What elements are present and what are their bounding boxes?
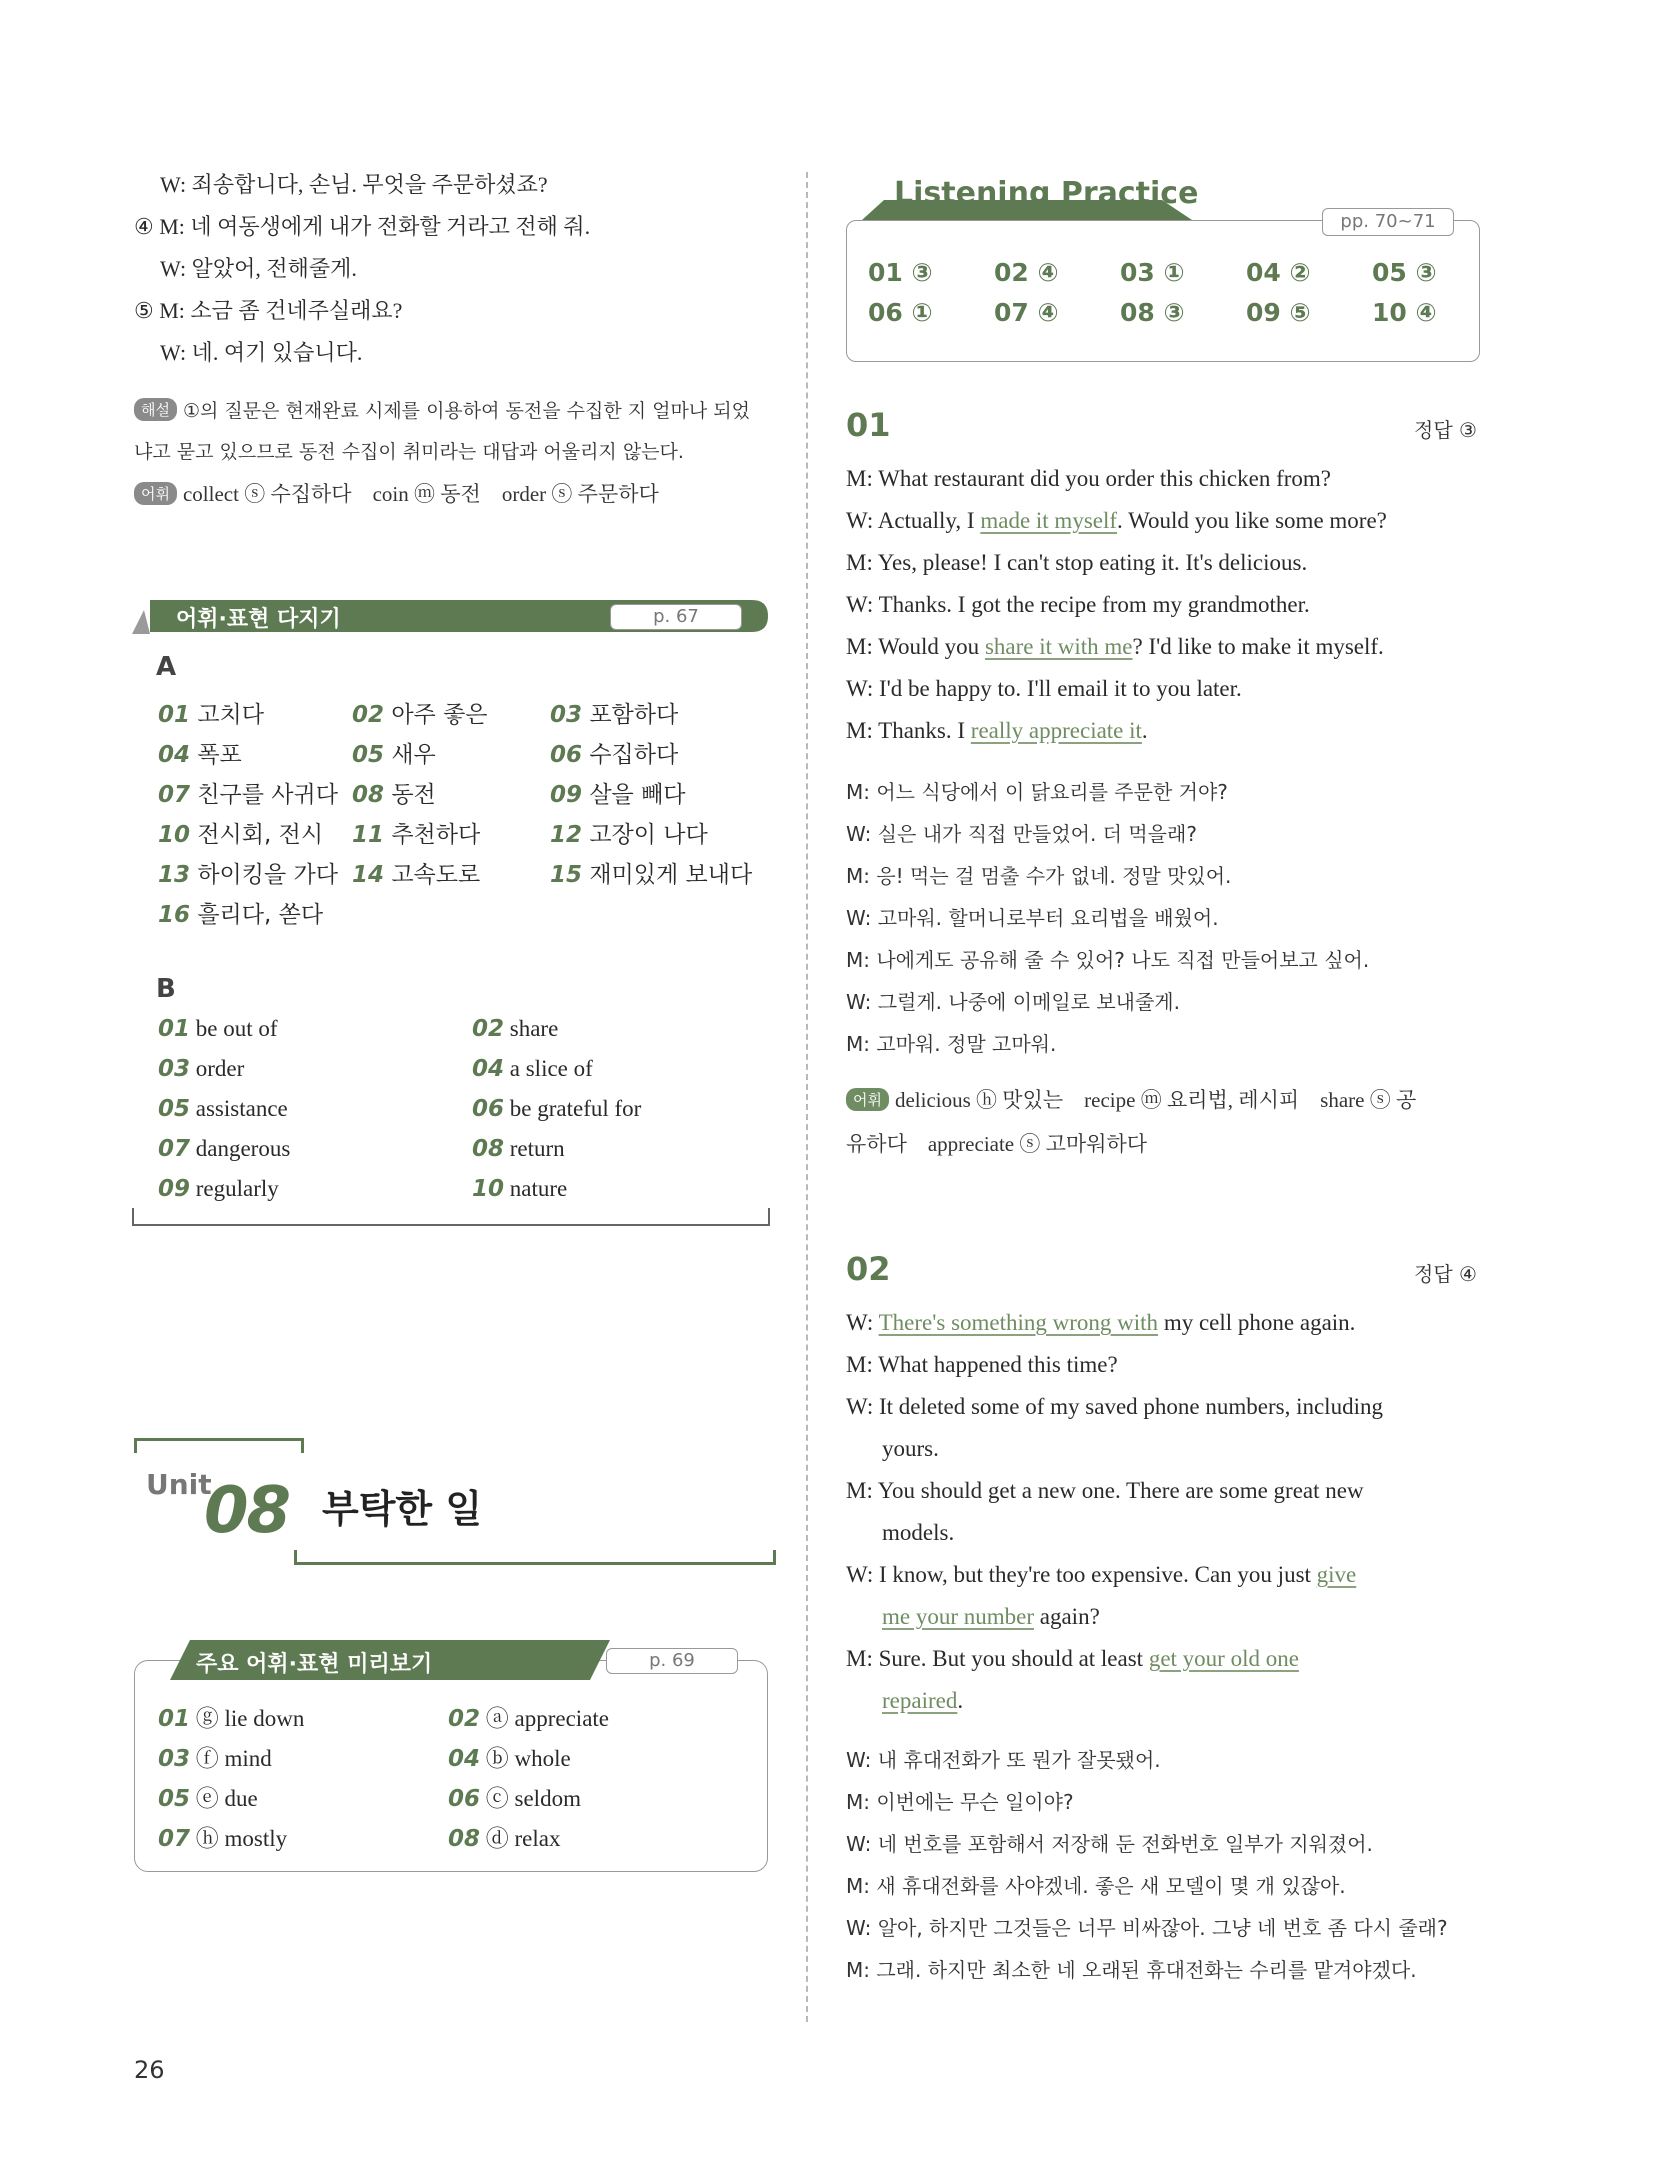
translation-line: M: 새 휴대전화를 사야겠네. 좋은 새 모델이 몇 개 있잖아. — [846, 1874, 1346, 1898]
preview-title: 주요 어휘·표현 미리보기 — [196, 1652, 433, 1677]
dialog-line: W: Thanks. I got the recipe from my grandmother. — [846, 592, 1310, 617]
grid-item: 친구를 사귀다 — [197, 782, 338, 808]
unit-number: 08 — [204, 1474, 290, 1548]
question-number: 02 — [846, 1250, 891, 1288]
preview-section: 주요 어휘·표현 미리보기 p. 69 01 ⓖ lie down 02 ⓐ appreciate 03 ⓕ mind 04 ⓑ whole 05 ⓔ due 06 ⓒ seldom 07 ⓗ mostly 08 ⓓ relax — [134, 1640, 770, 1872]
translation-line: W: 네 번호를 포함해서 저장해 둔 전화번호 일부가 지워졌어. — [846, 1832, 1373, 1856]
answer-item: 07 ④ — [994, 298, 1059, 327]
dialog-line: W: There's something wrong with my cell phone again. — [846, 1310, 1356, 1335]
translation-line: M: 고마워. 정말 고마워. — [846, 1032, 1057, 1056]
translation-line: M: 이번에는 무슨 일이야? — [846, 1790, 1074, 1814]
answer-item: 08 ③ — [1120, 298, 1185, 327]
grid-item: 동전 — [391, 782, 436, 808]
explain-text: ①의 질문은 현재완료 시제를 이용하여 동전을 수집한 지 얼마나 되었 — [182, 400, 750, 422]
column-divider — [806, 172, 808, 2022]
unit-word: Unit — [146, 1468, 212, 1501]
grid-item: 고치다 — [197, 702, 264, 728]
grid-item: order — [195, 1056, 245, 1081]
dialog-line: yours. — [882, 1436, 939, 1461]
dialog-line: W: I know, but they're too expensive. Can you just give — [846, 1562, 1357, 1587]
translation-line: M: 나에게도 공유해 줄 수 있어? 나도 직접 만들어보고 싶어. — [846, 948, 1370, 972]
dialog-line: M: Sure. But you should at least get your old one — [846, 1646, 1299, 1671]
page-ref: p. 69 — [606, 1648, 738, 1674]
listening-title: Listening Practice — [894, 176, 1199, 211]
grid-item: 수집하다 — [589, 742, 679, 768]
grid-item: be grateful for — [509, 1096, 642, 1121]
dialog-line: M: What happened this time? — [846, 1352, 1118, 1377]
grid-item: ⓖ lie down — [195, 1706, 305, 1731]
translation-line: M: 응! 먹는 걸 멈출 수가 없네. 정말 맛있어. — [846, 864, 1232, 888]
page-number: 26 — [134, 2056, 165, 2084]
grid-item: 고속도로 — [391, 862, 481, 888]
dialog-line: W: I'd be happy to. I'll email it to you later. — [846, 676, 1242, 701]
unit-title: 부탁한 일 — [322, 1487, 483, 1531]
explain-text: 냐고 묻고 있으므로 동전 수집이 취미라는 대답과 어울리지 않는다. — [134, 441, 684, 463]
grid-item: 살을 빼다 — [589, 782, 686, 808]
grid-item: ⓒ seldom — [485, 1786, 581, 1811]
grid-item: share — [509, 1016, 559, 1041]
q01-vocab — [846, 1084, 1416, 1158]
answer-box — [846, 220, 1480, 362]
grid-item: ⓑ whole — [485, 1746, 571, 1771]
grid-item: assistance — [195, 1096, 288, 1121]
page-ref: pp. 70~71 — [1322, 208, 1454, 236]
unit-bracket-bottom — [294, 1550, 776, 1565]
part-b-label: B — [156, 974, 176, 1004]
answer-item: 05 ③ — [1372, 258, 1437, 287]
grid-item: regularly — [195, 1176, 279, 1201]
grid-item: ⓔ due — [195, 1786, 258, 1811]
grid-item: 흘리다, 쏟다 — [197, 902, 324, 928]
dialog-line: W: Actually, I made it myself. Would you like some more? — [846, 508, 1387, 533]
grid-item: a slice of — [509, 1056, 593, 1081]
answer-item: 04 ② — [1246, 258, 1311, 287]
vocab-tag: 어휘 — [134, 482, 177, 505]
answer-label: 정답 ④ — [1414, 1262, 1477, 1286]
grid-item: 추천하다 — [391, 822, 481, 848]
vocab-text: collect ⓢ 수집하다 coin ⓜ 동전 order ⓢ 주문하다 — [182, 482, 659, 506]
section-bracket — [132, 1208, 770, 1226]
explanation — [134, 396, 750, 508]
translation-line: M: 그래. 하지만 최소한 네 오래된 휴대전화는 수리를 맡겨야겠다. — [846, 1958, 1417, 1982]
grid-item: 아주 좋은 — [391, 702, 488, 728]
grid-item: 포함하다 — [589, 702, 679, 728]
dialog-line: ④ M: 네 여동생에게 내가 전화할 거라고 전해 줘. — [134, 214, 591, 239]
dialog-line: M: Would you share it with me? I'd like to make it myself. — [846, 634, 1384, 659]
translation-line: W: 내 휴대전화가 또 뭔가 잘못됐어. — [846, 1748, 1161, 1772]
dialog-line: M: What restaurant did you order this chicken from? — [846, 466, 1331, 491]
dialog-line: W: 죄송합니다, 손님. 무엇을 주문하셨죠? — [160, 172, 548, 197]
grid-item: nature — [509, 1176, 568, 1201]
dialog-line: M: Thanks. I really appreciate it. — [846, 718, 1148, 743]
dialog-line: W: It deleted some of my saved phone numbers, including — [846, 1394, 1383, 1419]
grid-item: return — [509, 1136, 565, 1161]
grid-item: ⓓ relax — [485, 1826, 561, 1851]
dialog-line: me your number again? — [882, 1604, 1100, 1629]
translation-line: W: 알아, 하지만 그것들은 너무 비싸잖아. 그냥 네 번호 좀 다시 줄래? — [846, 1916, 1448, 1940]
grid-item: 하이킹을 가다 — [197, 862, 338, 888]
answer-item: 06 ① — [868, 298, 933, 327]
listening-practice — [846, 172, 1482, 362]
section-title: 어휘·표현 다지기 — [176, 607, 341, 632]
grid-item: 새우 — [391, 742, 436, 768]
unit-header — [134, 1438, 774, 1558]
dialog-line: repaired. — [882, 1688, 964, 1713]
dialog-line: W: 알았어, 전해줄게. — [160, 256, 357, 281]
dialog-line: ⑤ M: 소금 좀 건네주실래요? — [134, 298, 403, 323]
answer-item: 03 ① — [1120, 258, 1185, 287]
dialog-line: M: Yes, please! I can't stop eating it. It's delicious. — [846, 550, 1308, 575]
grid-item: 고장이 나다 — [589, 822, 708, 848]
vocab-text: delicious ⓗ 맛있는 recipe ⓜ 요리법, 레시피 share ⓢ 공 — [894, 1088, 1417, 1112]
answer-item: 10 ④ — [1372, 298, 1437, 327]
dialog-line: W: 네. 여기 있습니다. — [160, 340, 363, 365]
explain-tag: 해설 — [134, 398, 177, 421]
grid-item: be out of — [195, 1016, 278, 1041]
vocab-section: 어휘·표현 다지기 p. 67 A 01 고치다 02 아주 좋은 03 포함하다 04 폭포 05 새우 06 수집하다 07 친구를 사귀다 08 동전 09 살을 빼다 10 전시회, 전시 11 추천하다 12 고장이 나다 13 하이킹을 가다 14 고속도로 15 재미있게 보내다 16 흘리다, 쏟다 B 01 be out of 02 share 03 order 04 a slice of 05 assistance 06 be grateful for 07 dangerous 08 return 09 regularly 10 nature — [132, 596, 772, 1236]
unit-bracket-top — [134, 1438, 304, 1453]
page-ref: p. 67 — [610, 604, 742, 630]
grid-item: ⓐ appreciate — [485, 1706, 609, 1731]
dialog-line: models. — [882, 1520, 955, 1545]
answer-item: 09 ⑤ — [1246, 298, 1311, 327]
vocab-tag: 어휘 — [846, 1088, 889, 1111]
grid-item: 전시회, 전시 — [197, 822, 324, 848]
vocab-text: 유하다 appreciate ⓢ 고마워하다 — [846, 1132, 1148, 1156]
grid-item: dangerous — [195, 1136, 291, 1161]
part-a-label: A — [156, 652, 177, 682]
answer-item: 01 ③ — [868, 258, 933, 287]
grid-item: ⓕ mind — [195, 1746, 272, 1771]
translation-line: W: 실은 내가 직접 만들었어. 더 먹을래? — [846, 822, 1197, 846]
translation-line: W: 그럴게. 나중에 이메일로 보내줄게. — [846, 990, 1180, 1014]
translation-line: M: 어느 식당에서 이 닭요리를 주문한 거야? — [846, 780, 1228, 804]
dialog-line: M: You should get a new one. There are some great new — [846, 1478, 1364, 1503]
grid-item: 재미있게 보내다 — [589, 862, 753, 888]
answer-item: 02 ④ — [994, 258, 1059, 287]
translation-line: W: 고마워. 할머니로부터 요리법을 배웠어. — [846, 906, 1219, 930]
question-number: 01 — [846, 406, 891, 444]
grid-item: 폭포 — [197, 742, 242, 768]
grid-item: ⓗ mostly — [195, 1826, 288, 1851]
answer-label: 정답 ③ — [1414, 418, 1477, 442]
